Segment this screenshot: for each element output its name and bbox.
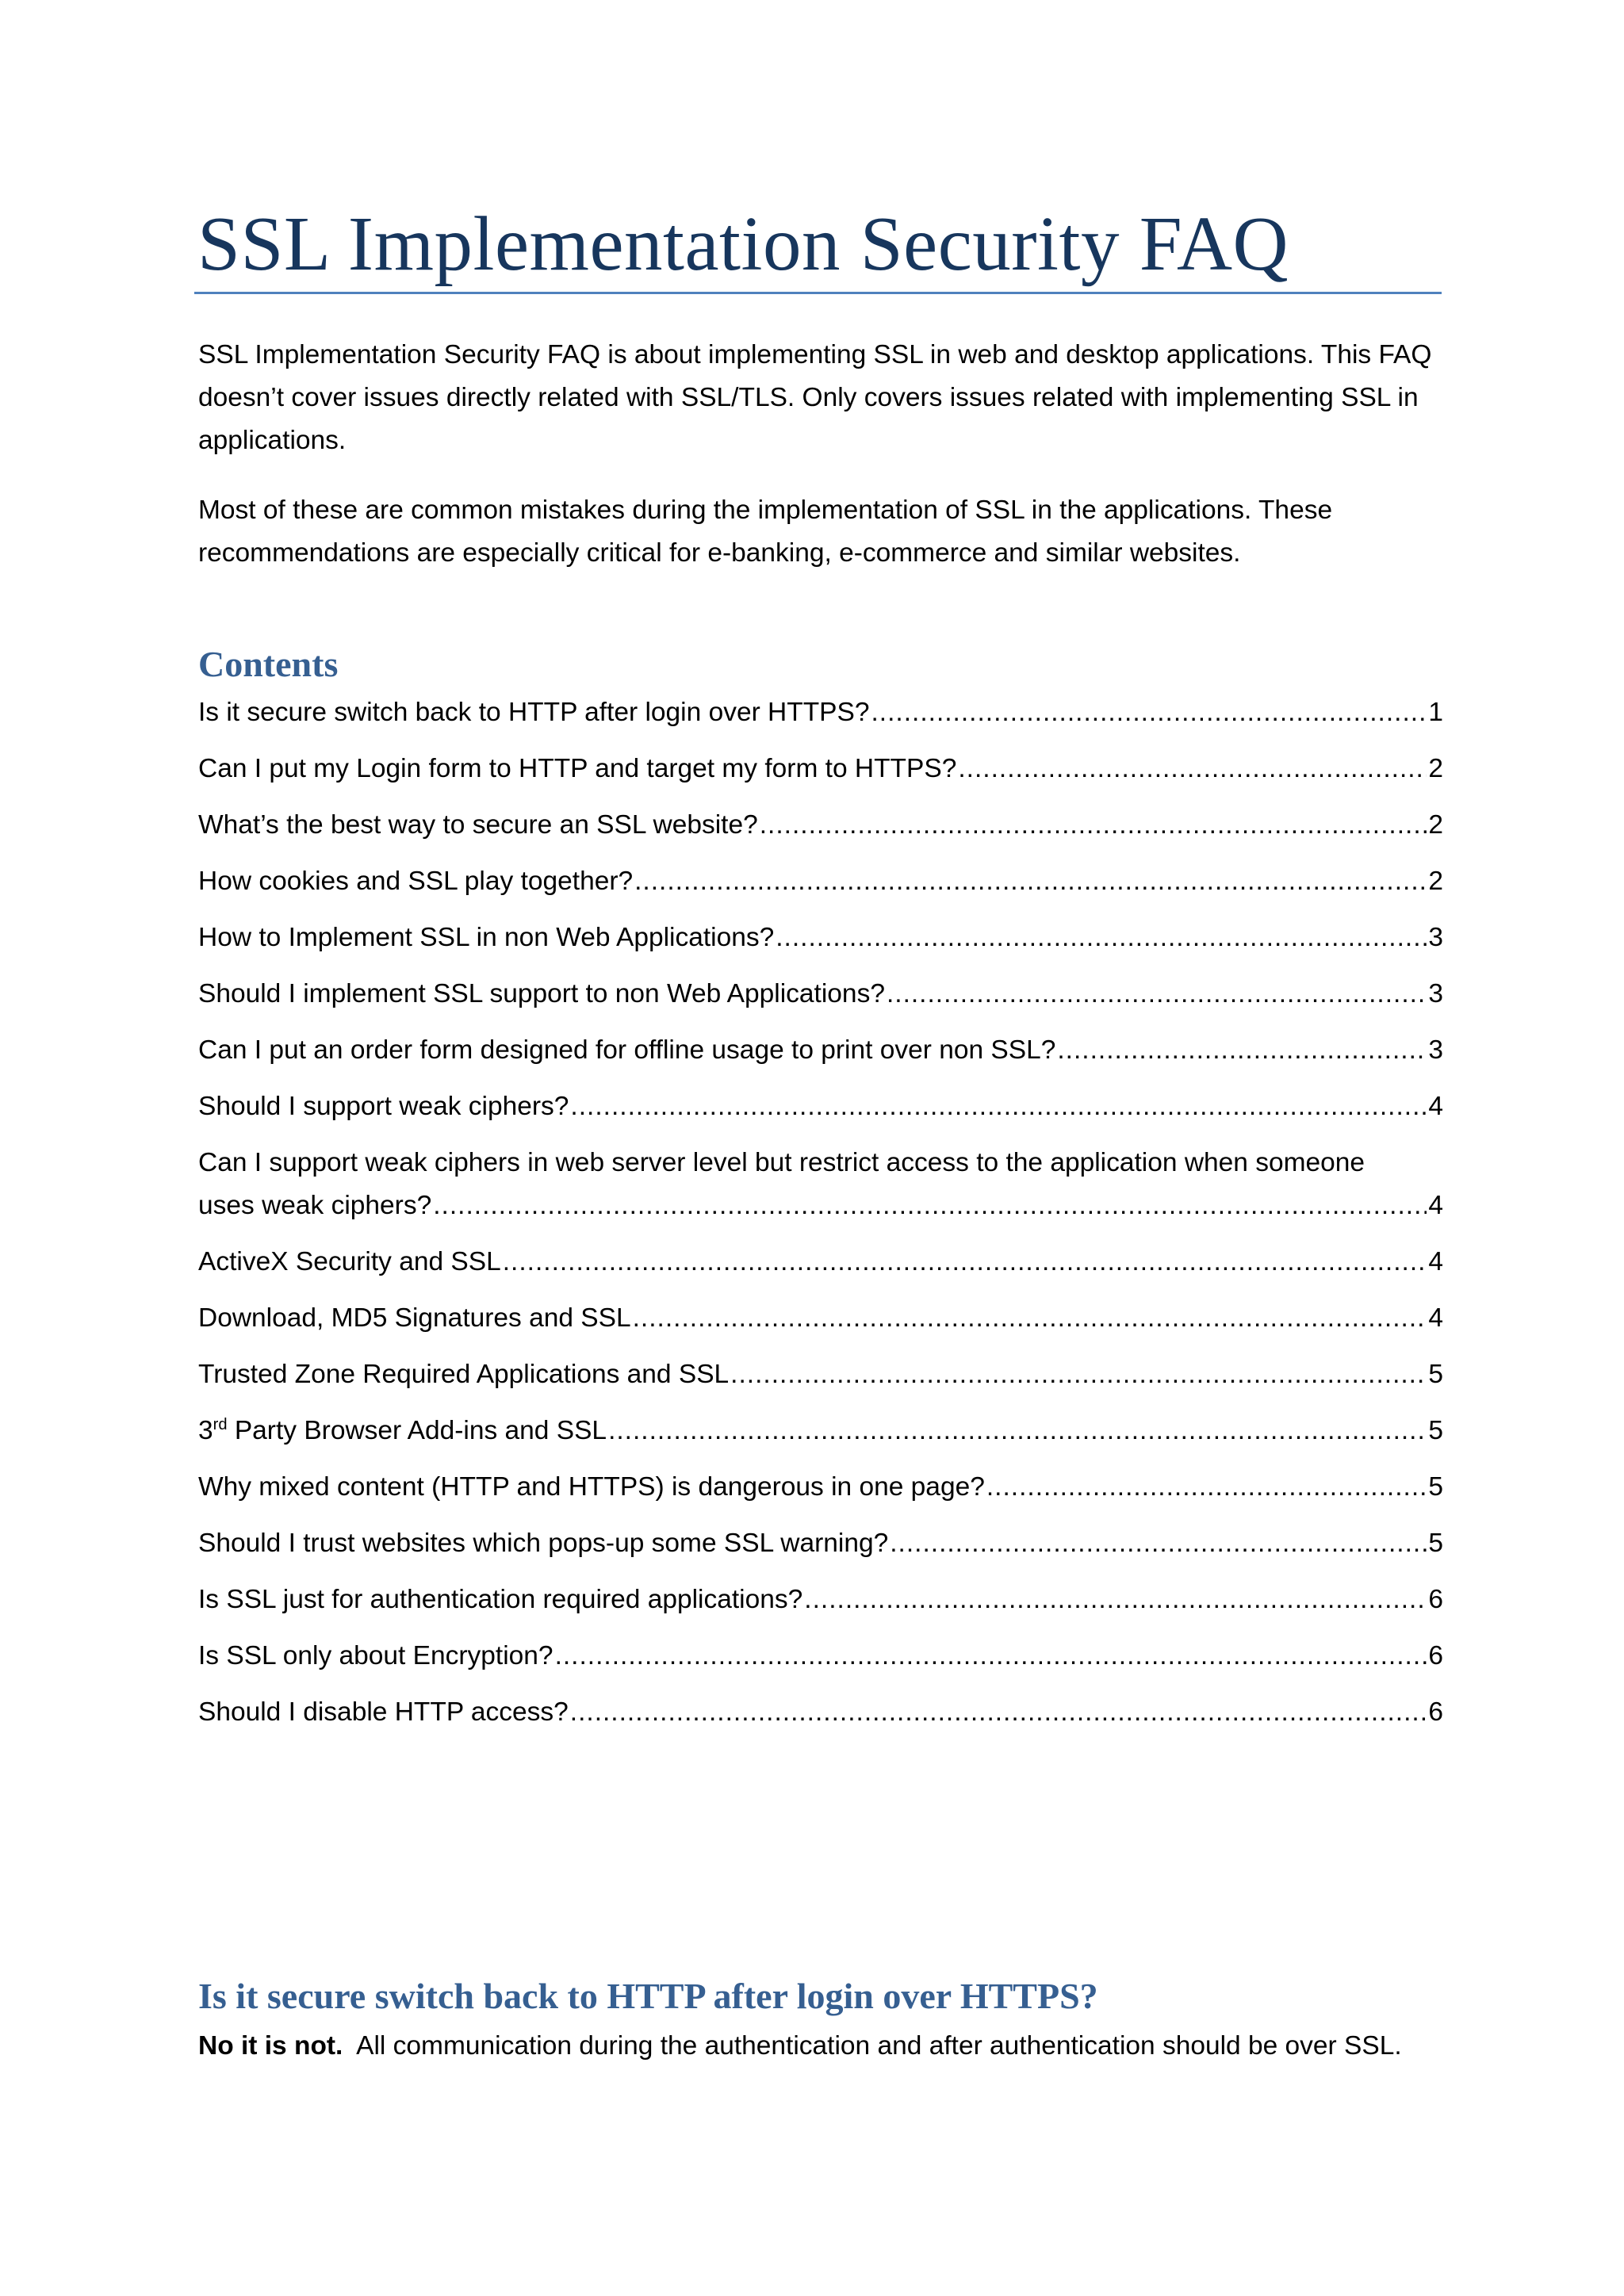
toc-entry-text: Download, MD5 Signatures and SSL [198, 1303, 631, 1333]
toc-entry[interactable] [198, 1691, 1443, 1734]
toc-page-number: 5 [1428, 1529, 1443, 1558]
toc-entry-text: Trusted Zone Required Applications and SSL [198, 1360, 730, 1389]
toc-entry-text: Should I trust websites which pops-up some SSL warning? [198, 1529, 889, 1558]
toc-entry[interactable] [198, 1466, 1443, 1509]
section-heading: Is it secure switch back to HTTP after login over HTTPS? [198, 1976, 1098, 2016]
toc-entry[interactable] [198, 748, 1443, 790]
toc-page-number: 6 [1428, 1585, 1443, 1614]
title-underline [194, 292, 1442, 294]
toc-page-number: 1 [1428, 698, 1443, 727]
toc-leader [871, 691, 1427, 734]
toc-entry[interactable] [198, 1241, 1443, 1284]
toc-page-number: 4 [1428, 1191, 1443, 1220]
toc-entry[interactable] [198, 1029, 1443, 1072]
toc-entry[interactable] [198, 1410, 1443, 1452]
toc-entry-text-continued: uses weak ciphers? [198, 1191, 432, 1220]
toc-entry[interactable] [198, 1635, 1443, 1678]
toc-page-number: 6 [1428, 1641, 1443, 1670]
toc-entry[interactable] [198, 860, 1443, 903]
table-of-contents [198, 691, 1443, 1747]
document-title: SSL Implementation Security FAQ [197, 201, 1289, 286]
toc-entry-text: Can I support weak ciphers in web server level but restrict access to the application when someone [198, 1148, 1365, 1177]
toc-page-number: 4 [1428, 1303, 1443, 1333]
toc-entry-superscript: rd [213, 1415, 228, 1433]
toc-entry-text: Should I disable HTTP access? [198, 1697, 569, 1727]
toc-entry-text: Should I implement SSL support to non Web Applications? [198, 979, 885, 1008]
toc-entry[interactable] [198, 804, 1443, 847]
toc-leader [887, 973, 1427, 1016]
toc-leader [804, 1578, 1427, 1621]
toc-leader [555, 1635, 1427, 1678]
toc-page-number: 4 [1428, 1247, 1443, 1276]
toc-leader [730, 1353, 1427, 1396]
toc-leader [503, 1241, 1427, 1284]
toc-entry-text: Can I put my Login form to HTTP and target my form to HTTPS? [198, 754, 957, 783]
toc-entry[interactable] [198, 691, 1443, 734]
answer-text: All communication during the authentication and after authentication should be over SSL. [343, 2031, 1402, 2061]
answer-bold-lead: No it is not. [198, 2031, 343, 2061]
toc-entry[interactable] [198, 1522, 1443, 1565]
toc-page-number: 3 [1428, 1035, 1443, 1065]
toc-entry[interactable] [198, 1297, 1443, 1340]
toc-page-number: 2 [1428, 754, 1443, 783]
toc-entry-text: Is it secure switch back to HTTP after login over HTTPS? [198, 698, 870, 727]
toc-entry-text: How cookies and SSL play together? [198, 867, 634, 896]
contents-heading: Contents [198, 644, 339, 684]
toc-page-number: 6 [1428, 1697, 1443, 1727]
toc-leader [776, 916, 1427, 959]
toc-entry-prefix: 3 [198, 1416, 213, 1445]
toc-leader [633, 1297, 1427, 1340]
toc-entry[interactable] [198, 1578, 1443, 1621]
toc-page-number: 4 [1428, 1092, 1443, 1121]
toc-leader [1057, 1029, 1427, 1072]
toc-page-number: 2 [1428, 867, 1443, 896]
toc-entry-text: Is SSL only about Encryption? [198, 1641, 553, 1670]
toc-leader [760, 804, 1427, 847]
toc-page-number: 2 [1428, 810, 1443, 840]
toc-page-number: 3 [1428, 979, 1443, 1008]
toc-entry-text: Can I put an order form designed for offline usage to print over non SSL? [198, 1035, 1056, 1065]
toc-entry[interactable] [198, 1142, 1443, 1227]
toc-leader [570, 1691, 1427, 1734]
intro-paragraph-2: Most of these are common mistakes during the implementation of SSL in the applications. These recommendations are especially critical for e-banking, e-commerce and similar websites. [198, 496, 1333, 568]
toc-entry[interactable] [198, 1353, 1443, 1396]
intro-paragraph-1: SSL Implementation Security FAQ is about implementing SSL in web and desktop applications. This FAQ doesn’t cover issues directly related with SSL/TLS. Only covers issues related with implementing SSL in applications. [198, 340, 1432, 455]
toc-entry-text: What’s the best way to secure an SSL website? [198, 810, 758, 840]
toc-entry-text: Is SSL just for authentication required applications? [198, 1585, 803, 1614]
toc-entry-text: How to Implement SSL in non Web Applications? [198, 923, 775, 952]
toc-entry-suffix: Party Browser Add-ins and SSL [227, 1416, 607, 1445]
toc-page-number: 5 [1428, 1360, 1443, 1389]
toc-entry-text: Should I support weak ciphers? [198, 1092, 569, 1121]
intro-section [198, 334, 1443, 602]
toc-leader [570, 1085, 1427, 1128]
toc-leader [433, 1184, 1427, 1227]
toc-leader [634, 860, 1427, 903]
toc-leader [608, 1410, 1427, 1452]
toc-entry[interactable] [198, 916, 1443, 959]
toc-page-number: 5 [1428, 1416, 1443, 1445]
section-answer [198, 2025, 1443, 2068]
toc-page-number: 3 [1428, 923, 1443, 952]
toc-leader [986, 1466, 1427, 1509]
toc-entry[interactable] [198, 973, 1443, 1016]
toc-entry[interactable] [198, 1085, 1443, 1128]
toc-entry-text [198, 1410, 607, 1452]
toc-page-number: 5 [1428, 1472, 1443, 1502]
toc-leader [890, 1522, 1427, 1565]
toc-entry-text: Why mixed content (HTTP and HTTPS) is dangerous in one page? [198, 1472, 985, 1502]
toc-leader [958, 748, 1427, 790]
toc-entry-text: ActiveX Security and SSL [198, 1247, 501, 1276]
